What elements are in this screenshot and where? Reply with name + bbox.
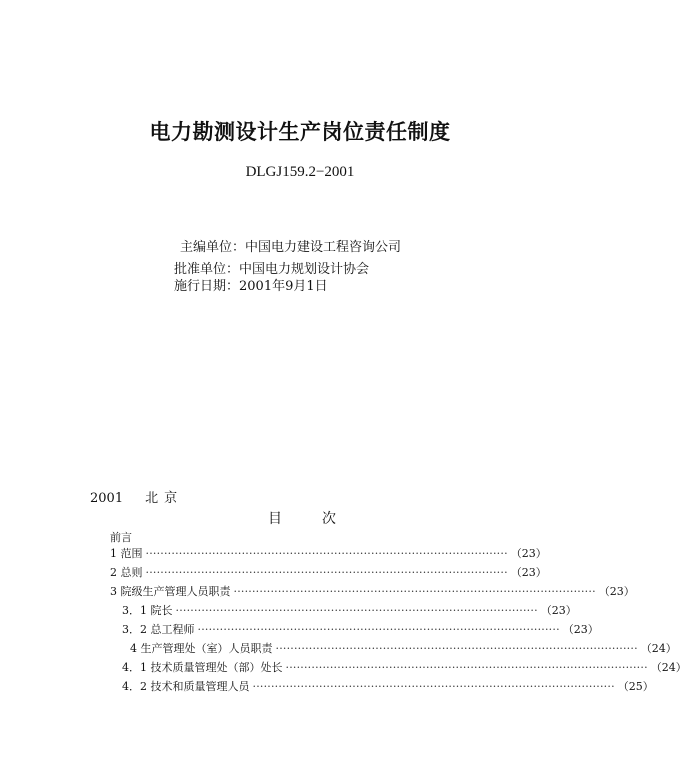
toc-leader: ·································································································· <box>145 566 508 579</box>
toc-entry-page: （23） <box>562 623 599 636</box>
toc-entry-page: （23） <box>510 547 547 560</box>
toc-entry-label: 1 范围 <box>110 547 143 560</box>
document-title: 电力勘测设计生产岗位责任制度 <box>149 119 451 144</box>
toc-leader: ·································································································· <box>275 642 638 655</box>
editor-unit-line: 主编单位：中国电力建设工程咨询公司 <box>180 240 402 255</box>
toc-leader: ·································································································· <box>252 680 615 693</box>
toc-leader: ·································································································· <box>233 585 596 598</box>
toc-entry[interactable] <box>110 564 547 580</box>
publication-city: 北京 <box>145 491 184 506</box>
toc-leader: ·································································································· <box>145 547 508 560</box>
toc-heading-right: 次 <box>322 511 338 527</box>
publication-footer <box>90 487 183 506</box>
toc-entry-page: （25） <box>617 680 654 693</box>
toc-entry-label: 4．2 技术和质量管理人员 <box>122 680 250 693</box>
toc-entry-page: （24） <box>640 642 677 655</box>
toc-entry[interactable] <box>130 640 677 656</box>
toc-entry[interactable] <box>122 602 577 618</box>
toc-entry[interactable] <box>110 583 635 599</box>
toc-leader: ·································································································· <box>285 661 648 674</box>
toc-entry-label: 2 总则 <box>110 566 143 579</box>
toc-entry-page: （23） <box>510 566 547 579</box>
toc-entry[interactable] <box>110 545 547 561</box>
toc-entry-label: 3．2 总工程师 <box>122 623 195 636</box>
toc-entry-label: 3 院级生产管理人员职责 <box>110 585 231 598</box>
standard-code: DLGJ159.2−2001 <box>245 164 355 180</box>
toc-entry-page: （23） <box>540 604 577 617</box>
toc-leader: ·································································································· <box>175 604 538 617</box>
approver-unit-line: 批准单位：中国电力规划设计协会 <box>174 262 370 277</box>
toc-entry-page: （23） <box>598 585 635 598</box>
toc-entry[interactable] <box>122 621 599 637</box>
toc-entry-label: 3．1 院长 <box>122 604 173 617</box>
toc-leader: ·································································································· <box>197 623 560 636</box>
publication-year: 2001 <box>90 491 124 506</box>
toc-entry-label: 4．1 技术质量管理处（部）处长 <box>122 661 283 674</box>
effective-date-line: 施行日期：2001年9月1日 <box>174 279 328 294</box>
toc-entry[interactable] <box>122 659 687 675</box>
toc-entry[interactable] <box>122 678 654 694</box>
toc-entry-label: 4 生产管理处（室）人员职责 <box>130 642 273 655</box>
toc-entry-page: （24） <box>650 661 687 674</box>
toc-preface: 前言 <box>110 531 132 544</box>
toc-heading-left: 目 <box>268 511 284 527</box>
toc-heading <box>268 508 338 528</box>
